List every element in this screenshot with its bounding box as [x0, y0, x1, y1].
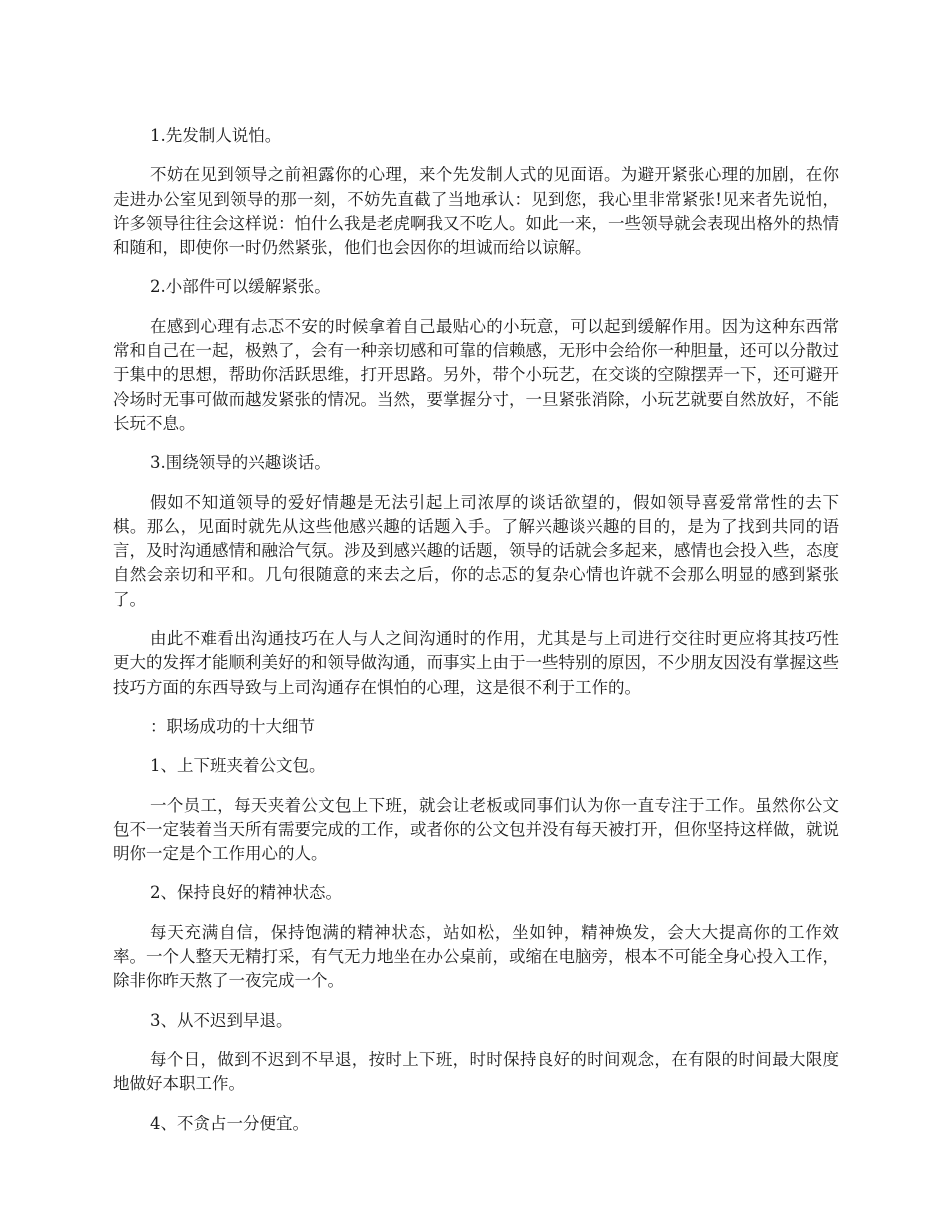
paragraph-2: 在感到心理有忐忑不安的时候拿着自己最贴心的小玩意，可以起到缓解作用。因为这种东西常常和自己在一起，极熟了，会有一种亲切感和可靠的信赖感，无形中会给你一种胆量，还可以分散过于集中的思想，帮助你活跃思维，打开思路。另外，带个小玩艺，在交谈的空隙摆弄一下，还可避开冷场时无事可做而越发紧张的情况。当然，要掌握分寸，一旦紧张消除，小玩艺就要自然放好，不能长玩不息。: [113, 316, 839, 433]
section-title-ten-details: ：职场成功的十大细节: [150, 716, 315, 736]
section-heading-2: 2.小部件可以缓解紧张。: [150, 277, 331, 297]
detail-heading-1: 1、上下班夹着公文包。: [150, 756, 326, 776]
detail-paragraph-3: 每个日，做到不迟到不早退，按时上下班，时时保持良好的时间观念，在有限的时间最大限度地做好本职工作。: [113, 1049, 839, 1094]
detail-heading-2: 2、保持良好的精神状态。: [150, 883, 342, 903]
detail-heading-4: 4、不贪占一分便宜。: [150, 1113, 309, 1133]
document-page: [113, 124, 839, 1151]
detail-heading-3: 3、从不迟到早退。: [150, 1010, 293, 1030]
detail-paragraph-1: 一个员工，每天夹着公文包上下班，就会让老板或同事们认为你一直专注于工作。虽然你公文包不一定装着当天所有需要完成的工作，或者你的公文包并没有每天被打开，但你坚持这样做，就说明你一定是个工作用心的人。: [113, 795, 839, 864]
paragraph-3: 假如不知道领导的爱好情趣是无法引起上司浓厚的谈话欲望的，假如领导喜爱常常性的去下棋。那么，见面时就先从这些他感兴趣的话题入手。了解兴趣谈兴趣的目的，是为了找到共同的语言，及时沟通感情和融洽气氛。涉及到感兴趣的话题，领导的话就会多起来，感情也会投入些，态度自然会亲切和平和。几句很随意的来去之后，你的忐忑的复杂心情也许就不会那么明显的感到紧张了。: [113, 492, 839, 609]
section-heading-1: 1.先发制人说怕。: [150, 126, 282, 145]
paragraph-1: 不妨在见到领导之前袒露你的心理，来个先发制人式的见面语。为避开紧张心理的加剧，在你走进办公室见到领导的那一刻，不妨先直截了当地承认：见到您，我心里非常紧张!见来者先说怕，许多领导往往会这样说：怕什么我是老虎啊我又不吃人。如此一来，一些领导就会表现出格外的热情和随和，即使你一时仍然紧张，他们也会因你的坦诚而给以谅解。: [113, 165, 839, 258]
section-heading-3: 3.围绕领导的兴趣谈话。: [150, 453, 331, 473]
detail-paragraph-2: 每天充满自信，保持饱满的精神状态，站如松，坐如钟，精神焕发，会大大提高你的工作效率。一个人整天无精打采，有气无力地坐在办公桌前，或缩在电脑旁，根本不可能全身心投入工作，除非你昨天熬了一夜完成一个。: [113, 922, 839, 991]
paragraph-summary: 由此不难看出沟通技巧在人与人之间沟通时的作用，尤其是与上司进行交往时更应将其技巧性更大的发挥才能顺利美好的和领导做沟通，而事实上由于一些特别的原因，不少朋友因没有掌握这些技巧方面的东西导致与上司沟通存在惧怕的心理，这是很不利于工作的。: [113, 629, 839, 697]
